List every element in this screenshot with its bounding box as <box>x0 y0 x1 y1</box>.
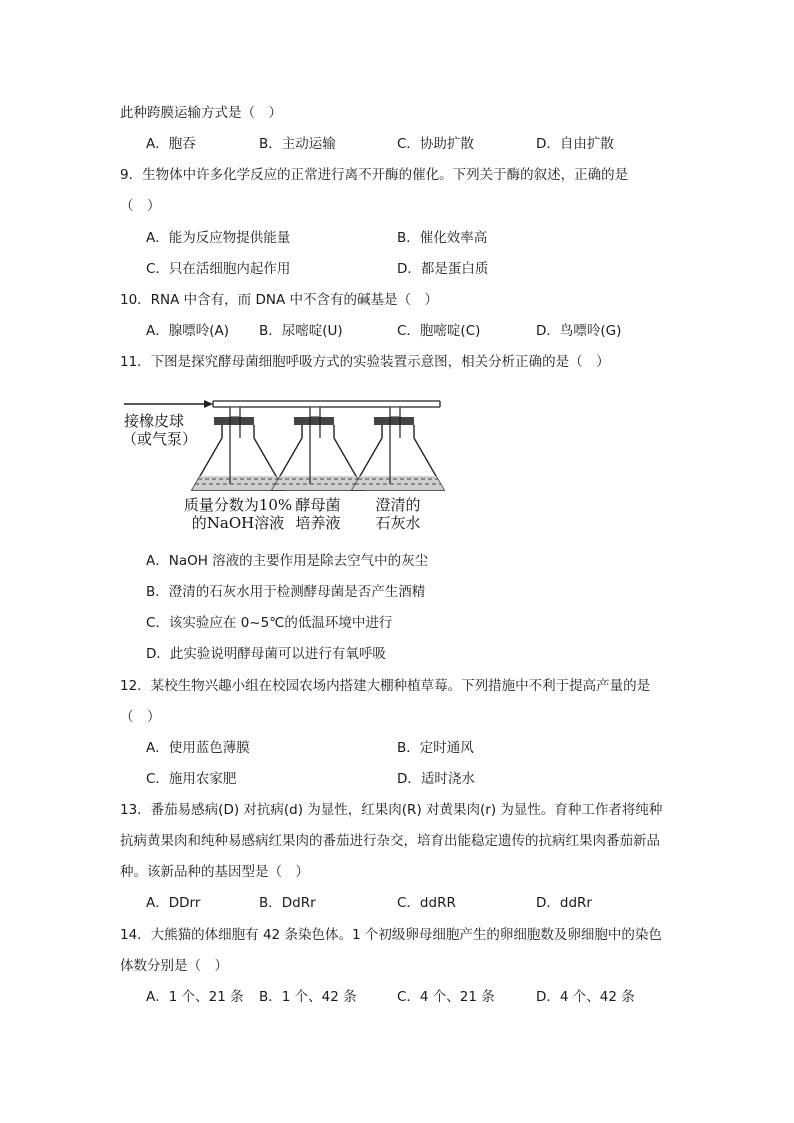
flask1-label-2: 的NaOH溶液 <box>191 514 285 532</box>
q13-stem-line1: 13．番茄易感病(D) 对抗病(d) 为显性，红果肉(R) 对黄果肉(r) 为显性。育种工作者将纯种 <box>120 802 663 818</box>
q14-option-c[interactable]: C．4 个、21 条 <box>397 989 495 1005</box>
yeast-respiration-apparatus-figure <box>118 398 448 538</box>
q10-option-b[interactable]: B．尿嘧啶(U) <box>259 323 343 339</box>
q8-option-b[interactable]: B．主动运输 <box>259 136 336 152</box>
pump-label-2: （或气泵） <box>122 430 198 448</box>
q11-option-c[interactable]: C．该实验应在 0~5℃的低温环境中进行 <box>146 615 393 631</box>
q8-option-d[interactable]: D．自由扩散 <box>536 136 614 152</box>
q14-option-b[interactable]: B．1 个、42 条 <box>259 989 357 1005</box>
flask-naoh <box>192 407 284 490</box>
flask3-label-1: 澄清的 <box>375 496 421 514</box>
q13-option-a[interactable]: A．DDrr <box>146 895 201 911</box>
flask2-label-1: 酵母菌 <box>295 496 341 514</box>
q9-option-a[interactable]: A．能为反应物提供能量 <box>146 230 291 246</box>
q9-stem-line1: 9．生物体中许多化学反应的正常进行离不开酶的催化。下列关于酶的叙述，正确的是 <box>120 167 629 183</box>
q11-option-b[interactable]: B．澄清的石灰水用于检测酵母菌是否产生酒精 <box>146 584 426 600</box>
q10-stem: 10．RNA 中含有，而 DNA 中不含有的碱基是（ ） <box>120 292 438 308</box>
q14-option-d[interactable]: D．4 个、42 条 <box>536 989 635 1005</box>
pump-label-1: 接橡皮球 <box>124 412 185 430</box>
q13-stem-line2: 抗病黄果肉和纯种易感病红果肉的番茄进行杂交，培育出能稳定遗传的抗病红果肉番茄新品 <box>120 833 660 849</box>
q9-option-b[interactable]: B．催化效率高 <box>397 230 488 246</box>
q13-option-b[interactable]: B．DdRr <box>259 895 316 911</box>
q9-option-c[interactable]: C．只在活细胞内起作用 <box>146 261 291 277</box>
q12-option-a[interactable]: A．使用蓝色薄膜 <box>146 740 250 756</box>
q13-option-c[interactable]: C．ddRR <box>397 895 456 911</box>
q10-option-a[interactable]: A．腺嘌呤(A) <box>146 323 230 339</box>
q12-stem-line2: （ ） <box>120 709 161 725</box>
q9-option-d[interactable]: D．都是蛋白质 <box>397 261 489 277</box>
flask3-label-2: 石灰水 <box>375 514 421 532</box>
q11-stem: 11．下图是探究酵母菌细胞呼吸方式的实验装置示意图，相关分析正确的是（ ） <box>120 354 610 370</box>
q9-stem-line2: （ ） <box>120 198 161 214</box>
q13-stem-line3: 种。该新品种的基因型是（ ） <box>120 864 309 880</box>
q10-option-d[interactable]: D．鸟嘌呤(G) <box>536 323 622 339</box>
q10-option-c[interactable]: C．胞嘧啶(C) <box>397 323 481 339</box>
q14-option-a[interactable]: A．1 个、21 条 <box>146 989 244 1005</box>
q8-option-c[interactable]: C．协助扩散 <box>397 136 474 152</box>
q12-stem-line1: 12．某校生物兴趣小组在校园农场内搭建大棚种植草莓。下列措施中不利于提高产量的是 <box>120 678 651 694</box>
q12-option-c[interactable]: C．施用农家肥 <box>146 771 237 787</box>
q14-stem-line2: 体数分别是（ ） <box>120 958 228 974</box>
q8-stem: 此种跨膜运输方式是（ ） <box>120 105 282 121</box>
q11-option-a[interactable]: A．NaOH 溶液的主要作用是除去空气中的灰尘 <box>146 553 429 569</box>
flask-yeast <box>272 407 364 490</box>
flask1-label-1: 质量分数为10% <box>183 496 293 514</box>
q13-option-d[interactable]: D．ddRr <box>536 895 592 911</box>
flask2-label-2: 培养液 <box>295 514 341 532</box>
flask-limewater <box>352 407 444 490</box>
q12-option-b[interactable]: B．定时通风 <box>397 740 474 756</box>
q11-option-d[interactable]: D．此实验说明酵母菌可以进行有氧呼吸 <box>146 646 386 662</box>
q14-stem-line1: 14．大熊猫的体细胞有 42 条染色体。1 个初级卵母细胞产生的卵细胞数及卵细胞中的染色 <box>120 927 662 943</box>
q12-option-d[interactable]: D．适时浇水 <box>397 771 475 787</box>
q8-option-a[interactable]: A．胞吞 <box>146 136 196 152</box>
